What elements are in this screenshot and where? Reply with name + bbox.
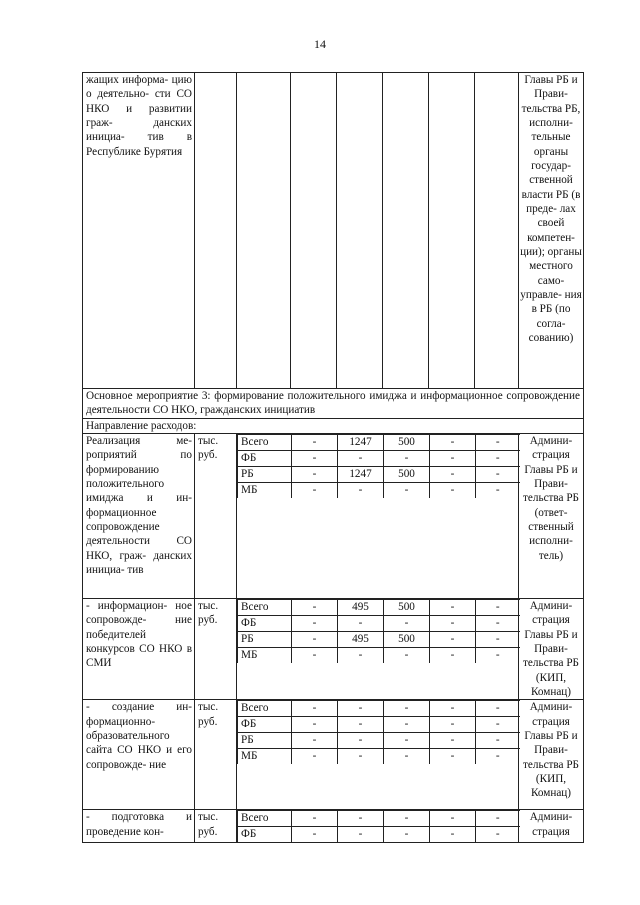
activity-name: - создание ин- формационно- образовательного сайта СО НКО и его сопровожде- ние [83, 700, 195, 810]
budget-source: МБ [238, 647, 292, 663]
budget-value: - [430, 466, 476, 482]
activity-row [83, 810, 584, 843]
budget-value: - [384, 827, 430, 843]
activity-unit: тыс. руб. [195, 598, 237, 699]
budget-source: МБ [238, 749, 292, 765]
budget-value: - [384, 482, 430, 498]
budget-value: - [384, 733, 430, 749]
budget-breakdown [237, 700, 519, 810]
budget-value: - [476, 450, 520, 466]
budget-source: ФБ [238, 615, 292, 631]
budget-source: Всего [238, 701, 292, 717]
budget-value: - [292, 482, 338, 498]
budget-value: - [476, 733, 520, 749]
budget-value: - [292, 450, 338, 466]
budget-row [238, 434, 520, 450]
activity-executor: Админи- страция Главы РБ и Прави- тельства РБ (ответ- ственный исполни- тель) [519, 433, 584, 598]
budget-value: - [476, 647, 520, 663]
activity-name: - подготовка и проведение кон- [83, 810, 195, 843]
budget-value: 500 [384, 599, 430, 615]
budget-value: - [338, 615, 384, 631]
budget-source: ФБ [238, 717, 292, 733]
activity-executor: Админи- страция Главы РБ и Прави- тельства РБ (КИП, Комнац) [519, 700, 584, 810]
budget-value: - [338, 450, 384, 466]
budget-value: - [476, 717, 520, 733]
budget-value: - [430, 434, 476, 450]
budget-value: - [338, 733, 384, 749]
budget-value: - [338, 811, 384, 827]
budget-value: - [292, 827, 338, 843]
budget-breakdown [237, 433, 519, 598]
budget-value: - [430, 701, 476, 717]
budget-value: - [292, 733, 338, 749]
budget-row [238, 631, 520, 647]
budget-value: - [292, 717, 338, 733]
budget-source: ФБ [238, 827, 292, 843]
budget-value: 1247 [338, 434, 384, 450]
budget-value: - [430, 733, 476, 749]
budget-source: РБ [238, 466, 292, 482]
budget-value: 495 [338, 631, 384, 647]
budget-value: - [338, 717, 384, 733]
budget-value: - [292, 811, 338, 827]
budget-value: - [430, 827, 476, 843]
budget-value: - [476, 434, 520, 450]
budget-value: - [476, 827, 520, 843]
budget-value: - [292, 749, 338, 765]
budget-source: Всего [238, 434, 292, 450]
budget-value: - [292, 466, 338, 482]
budget-value: - [384, 717, 430, 733]
budget-source: Всего [238, 811, 292, 827]
budget-value: - [476, 631, 520, 647]
budget-value: - [476, 599, 520, 615]
budget-row [238, 733, 520, 749]
budget-value: - [338, 749, 384, 765]
budget-source: Всего [238, 599, 292, 615]
budget-value: - [476, 811, 520, 827]
budget-value: 495 [338, 599, 384, 615]
budget-value: - [430, 749, 476, 765]
activity-executor: Админи- страция [519, 810, 584, 843]
main-activity-row [83, 389, 584, 419]
budget-value: - [292, 434, 338, 450]
budget-row [238, 482, 520, 498]
budget-value: 500 [384, 631, 430, 647]
budget-value: - [384, 450, 430, 466]
budget-value: - [430, 717, 476, 733]
budget-value: - [430, 482, 476, 498]
budget-value: - [430, 811, 476, 827]
budget-value: - [476, 466, 520, 482]
budget-value: 500 [384, 466, 430, 482]
budget-value: - [292, 701, 338, 717]
activity-row [83, 598, 584, 699]
budget-value: - [476, 749, 520, 765]
budget-source: РБ [238, 631, 292, 647]
activity-unit: тыс. руб. [195, 700, 237, 810]
budget-value: - [338, 482, 384, 498]
continued-row-executor: Главы РБ и Прави- тельства РБ, исполни- тельные органы государ- ственной власти РБ (в преде- лах своей компетен- ции); органы местного само- управле- ния в РБ (по согла- сованию) [519, 73, 584, 389]
budget-value: 500 [384, 434, 430, 450]
budget-value: - [338, 701, 384, 717]
direction-label: Направление расходов: [83, 418, 584, 433]
budget-breakdown [237, 598, 519, 699]
budget-value: - [430, 615, 476, 631]
budget-value: - [384, 749, 430, 765]
budget-value: - [292, 615, 338, 631]
budget-value: - [384, 615, 430, 631]
budget-value: - [338, 647, 384, 663]
budget-value: - [384, 647, 430, 663]
budget-row [238, 466, 520, 482]
continued-row [83, 73, 584, 389]
budget-row [238, 749, 520, 765]
budget-value: 1247 [338, 466, 384, 482]
budget-row [238, 811, 520, 827]
activity-name: Реализация ме- роприятий по формированию положительного имиджа и ин- формационное сопровождение деятельности СО НКО, граж- данских инициа- тив [83, 433, 195, 598]
budget-row [238, 701, 520, 717]
budget-value: - [292, 631, 338, 647]
continued-row-activity: жащих информа- цию о деятельно- сти СО НКО и развитии граж- данских инициа- тив в Республике Бурятия [83, 73, 195, 389]
budget-value: - [292, 599, 338, 615]
direction-row [83, 418, 584, 433]
budget-source: РБ [238, 733, 292, 749]
budget-value: - [292, 647, 338, 663]
activity-row [83, 700, 584, 810]
budget-value: - [430, 450, 476, 466]
budget-value: - [430, 647, 476, 663]
page-number: 14 [314, 37, 326, 51]
main-activity-title: Основное мероприятие 3: формирование положительного имиджа и информационное сопровождение деятельности СО НКО, гражданских инициатив [83, 389, 584, 419]
budget-value: - [476, 482, 520, 498]
budget-value: - [476, 615, 520, 631]
budget-value: - [384, 811, 430, 827]
budget-value: - [430, 631, 476, 647]
budget-value: - [476, 701, 520, 717]
activity-row [83, 433, 584, 598]
program-table [82, 72, 584, 843]
budget-row [238, 615, 520, 631]
budget-value: - [430, 599, 476, 615]
budget-breakdown [237, 810, 519, 843]
activity-unit: тыс. руб. [195, 810, 237, 843]
budget-value: - [338, 827, 384, 843]
activity-unit: тыс. руб. [195, 433, 237, 598]
budget-row [238, 450, 520, 466]
budget-value: - [384, 701, 430, 717]
budget-source: МБ [238, 482, 292, 498]
budget-row [238, 647, 520, 663]
activity-name: - информацион- ное сопровожде- ние победителей конкурсов СО НКО в СМИ [83, 598, 195, 699]
budget-source: ФБ [238, 450, 292, 466]
budget-row [238, 717, 520, 733]
activity-executor: Админи- страция Главы РБ и Прави- тельства РБ (КИП, Комнац) [519, 598, 584, 699]
budget-row [238, 599, 520, 615]
budget-row [238, 827, 520, 843]
